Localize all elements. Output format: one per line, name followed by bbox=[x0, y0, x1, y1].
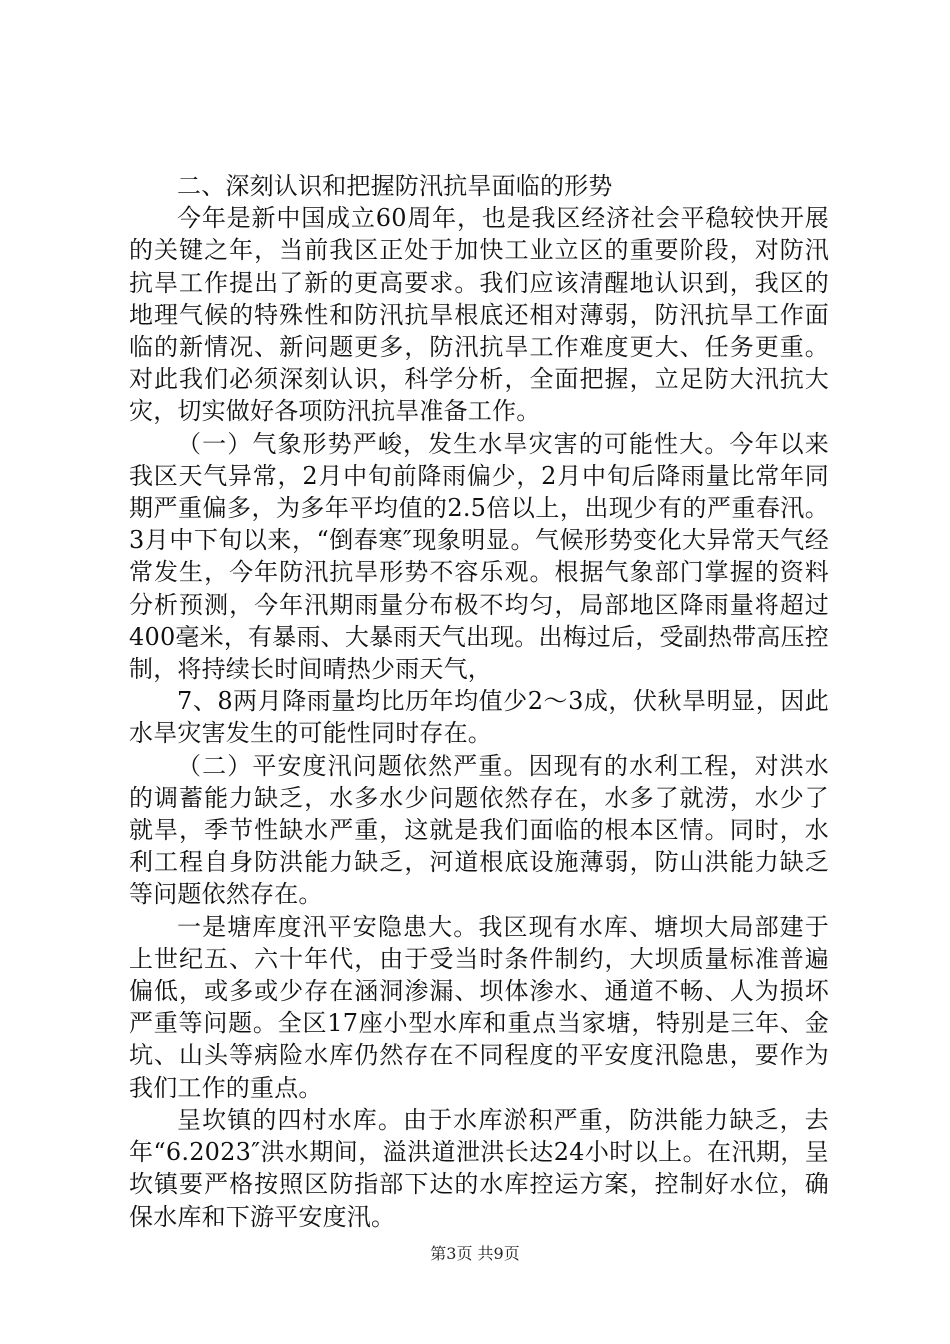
paragraph-rainfall: 7、8两月降雨量均比历年均值少2～3成，伏秋旱明显，因此水旱灾害发生的可能性同时存在。 bbox=[129, 687, 829, 748]
paragraph-reservoirs: 一是塘库度汛平安隐患大。我区现有水库、塘坝大局部建于上世纪五、六十年代，由于受当时条件制约，大坝质量标准普遍偏低，或多或少存在涵洞渗漏、坝体渗水、通道不畅、人为损坏严重等问题。全区17座小型水库和重点当家塘，特别是三年、金坑、山头等病险水库仍然存在不同程度的平安度汛隐患，要作为我们工作的重点。 bbox=[129, 912, 829, 1102]
paragraph-weather: （一）气象形势严峻，发生水旱灾害的可能性大。今年以来我区天气异常，2月中旬前降雨偏少，2月中旬后降雨量比常年同期严重偏多，为多年平均值的2.5倍以上，出现少有的严重春汛。3月中下旬以来，“倒春寒″现象明显。气候形势变化大异常天气经常发生，今年防汛抗旱形势不容乐观。根据气象部门掌握的资料分析预测，今年汛期雨量分布极不均匀，局部地区降雨量将超过400毫米，有暴雨、大暴雨天气出现。出梅过后，受副热带高压控制，将持续长时间晴热少雨天气， bbox=[129, 429, 829, 684]
paragraph-sicun-reservoir: 呈坎镇的四村水库。由于水库淤积严重，防洪能力缺乏，去年“6.2023″洪水期间，溢洪道泄洪长达24小时以上。在汛期，呈坎镇要严格按照区防指部下达的水库控运方案，控制好水位，确保水库和下游平安度汛。 bbox=[129, 1105, 829, 1231]
paragraph-intro: 今年是新中国成立60周年，也是我区经济社会平稳较快开展的关键之年，当前我区正处于加快工业立区的重要阶段，对防汛抗旱工作提出了新的更高要求。我们应该清醒地认识到，我区的地理气候的特殊性和防汛抗旱根底还相对薄弱，防汛抗旱工作面临的新情况、新问题更多，防汛抗旱工作难度更大、任务更重。对此我们必须深刻认识，科学分析，全面把握，立足防大汛抗大灾，切实做好各项防汛抗旱准备工作。 bbox=[129, 204, 829, 426]
section-heading: 二、深刻认识和把握防汛抗旱面临的形势 bbox=[177, 172, 613, 200]
page-footer: 第3页 共9页 bbox=[430, 1244, 520, 1263]
document-body bbox=[129, 170, 829, 1233]
paragraph-flood-safety: （二）平安度汛问题依然严重。因现有的水利工程，对洪水的调蓄能力缺乏，水多水少问题依然存在，水多了就涝，水少了就旱，季节性缺水严重，这就是我们面临的根本区情。同时，水利工程自身防洪能力缺乏，河道根底设施薄弱，防山洪能力缺乏等问题依然存在。 bbox=[129, 751, 829, 909]
